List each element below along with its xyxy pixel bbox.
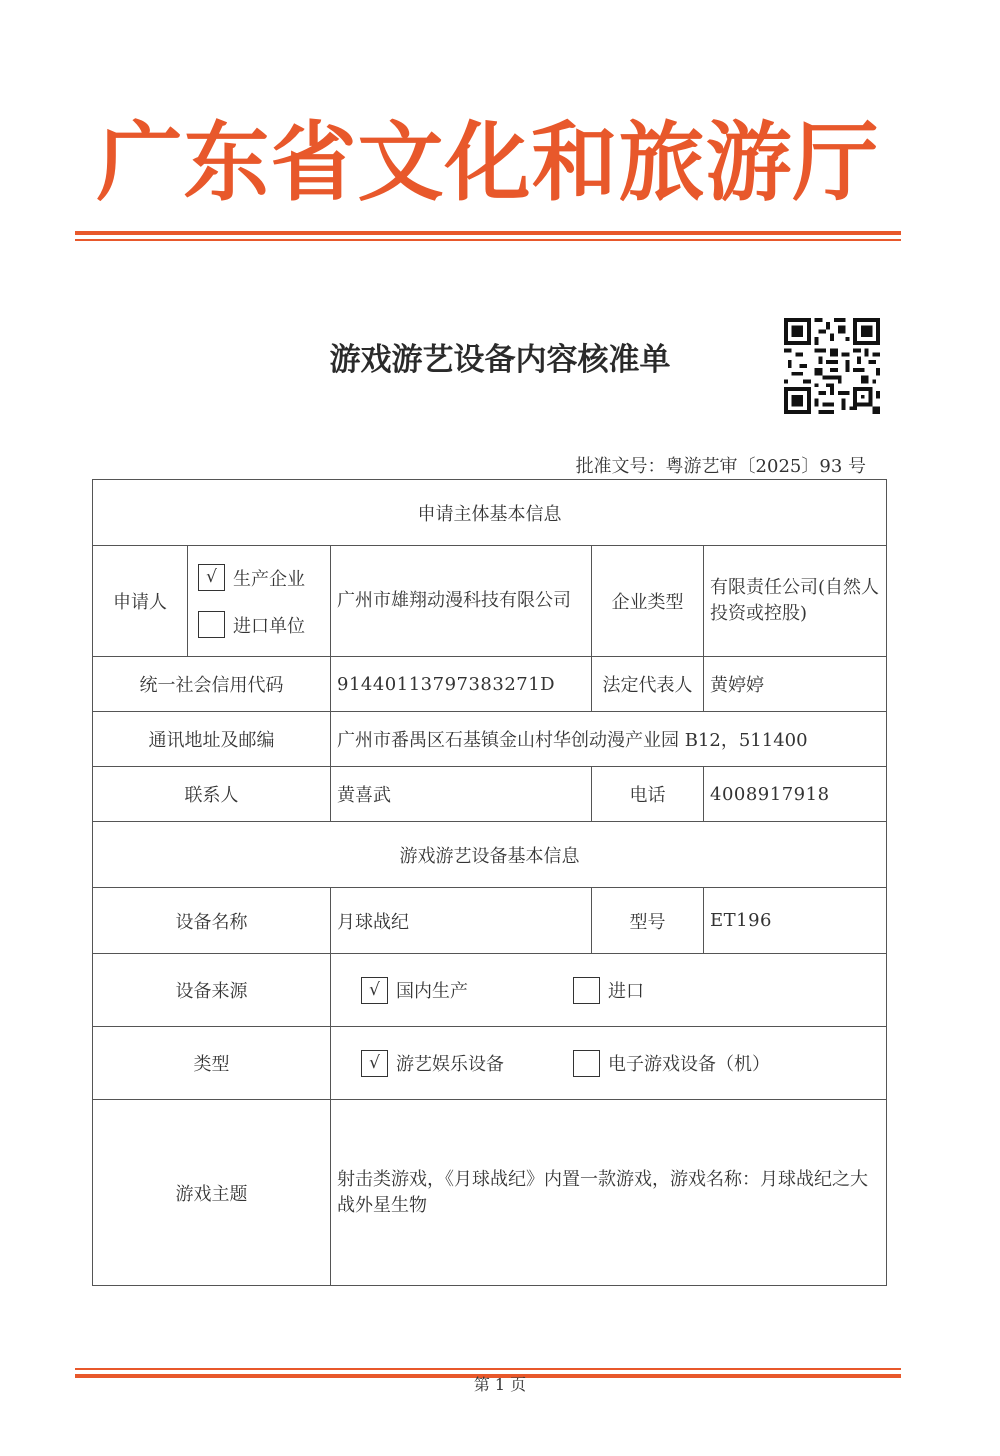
device-name-value: 月球战纪 bbox=[331, 888, 592, 954]
device-source-label: 设备来源 bbox=[93, 954, 331, 1027]
address-value: 广州市番禺区石基镇金山村华创动漫产业园 B12，511400 bbox=[331, 712, 887, 767]
option-amusement[interactable] bbox=[361, 1050, 504, 1077]
device-name-label: 设备名称 bbox=[93, 888, 331, 954]
option-domestic-label: 国内生产 bbox=[396, 981, 468, 1002]
company-type-value: 有限责任公司(自然人投资或控股) bbox=[704, 546, 887, 657]
header-rule-thick bbox=[75, 231, 901, 235]
footer-rule-thin bbox=[75, 1368, 901, 1370]
game-theme-label: 游戏主题 bbox=[93, 1100, 331, 1286]
applicant-section-heading: 申请主体基本信息 bbox=[93, 480, 887, 546]
checkbox-amusement[interactable]: √ bbox=[361, 1050, 388, 1077]
checkbox-electronic-game[interactable] bbox=[573, 1050, 600, 1077]
address-label: 通讯地址及邮编 bbox=[93, 712, 331, 767]
legal-rep-value: 黄婷婷 bbox=[704, 657, 887, 712]
phone-value: 4008917918 bbox=[704, 767, 887, 822]
device-section-heading: 游戏游艺设备基本信息 bbox=[93, 822, 887, 888]
document-title: 游戏游艺设备内容核准单 bbox=[329, 342, 671, 378]
option-importer[interactable] bbox=[198, 611, 324, 638]
page-number: 第 1 页 bbox=[473, 1375, 527, 1394]
checkbox-importer[interactable] bbox=[198, 611, 225, 638]
company-type-label: 企业类型 bbox=[592, 546, 704, 657]
contact-label: 联系人 bbox=[93, 767, 331, 822]
device-type-options bbox=[331, 1027, 887, 1100]
device-type-label: 类型 bbox=[93, 1027, 331, 1100]
option-imported[interactable] bbox=[573, 977, 644, 1004]
option-domestic[interactable] bbox=[361, 977, 468, 1004]
checkbox-imported[interactable] bbox=[573, 977, 600, 1004]
applicant-type-options bbox=[188, 546, 331, 657]
approval-form-table bbox=[92, 479, 887, 1286]
option-electronic-game-label: 电子游戏设备（机） bbox=[608, 1054, 770, 1075]
header-rule-thin bbox=[75, 239, 901, 241]
option-amusement-label: 游艺娱乐设备 bbox=[396, 1054, 504, 1075]
device-source-options bbox=[331, 954, 887, 1027]
phone-label: 电话 bbox=[592, 767, 704, 822]
approval-number: 批准文号：粤游艺审〔2025〕93 号 bbox=[575, 456, 866, 477]
applicant-label: 申请人 bbox=[93, 546, 188, 657]
model-value: ET196 bbox=[704, 888, 887, 954]
credit-code-value: 91440113797383271D bbox=[331, 657, 592, 712]
credit-code-label: 统一社会信用代码 bbox=[93, 657, 331, 712]
legal-rep-label: 法定代表人 bbox=[592, 657, 704, 712]
model-label: 型号 bbox=[592, 888, 704, 954]
contact-value: 黄喜武 bbox=[331, 767, 592, 822]
option-electronic-game[interactable] bbox=[573, 1050, 770, 1077]
qr-code-icon bbox=[784, 318, 880, 414]
checkbox-domestic[interactable]: √ bbox=[361, 977, 388, 1004]
option-importer-label: 进口单位 bbox=[233, 615, 305, 637]
option-imported-label: 进口 bbox=[608, 981, 644, 1002]
option-manufacturer-label: 生产企业 bbox=[233, 568, 305, 590]
company-name: 广州市雄翔动漫科技有限公司 bbox=[331, 546, 592, 657]
issuer-title: 广东省文化和旅游厅 bbox=[96, 112, 880, 213]
game-theme-value: 射击类游戏，《月球战纪》内置一款游戏，游戏名称：月球战纪之大战外星生物 bbox=[331, 1100, 887, 1286]
option-manufacturer[interactable] bbox=[198, 564, 324, 591]
checkbox-manufacturer[interactable]: √ bbox=[198, 564, 225, 591]
